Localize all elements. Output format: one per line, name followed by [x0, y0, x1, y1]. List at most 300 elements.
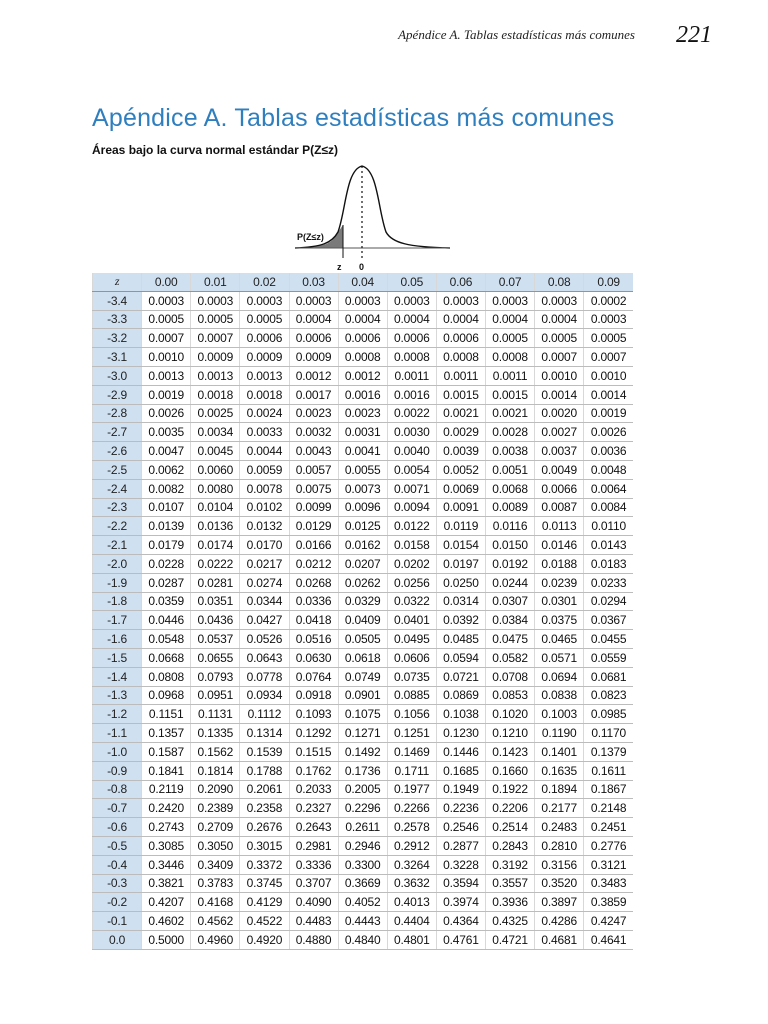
probability-cell: 0.0869: [436, 686, 485, 705]
probability-cell: 0.0039: [436, 442, 485, 461]
probability-cell: 0.0003: [289, 291, 338, 310]
probability-cell: 0.0314: [436, 592, 485, 611]
probability-cell: 0.0003: [240, 291, 289, 310]
probability-cell: 0.0012: [338, 366, 387, 385]
probability-cell: 0.0020: [535, 404, 584, 423]
probability-cell: 0.0003: [191, 291, 240, 310]
probability-cell: 0.0808: [142, 667, 191, 686]
probability-cell: 0.0274: [240, 573, 289, 592]
probability-cell: 0.0017: [289, 385, 338, 404]
probability-cell: 0.0721: [436, 667, 485, 686]
probability-cell: 0.0125: [338, 517, 387, 536]
table-row: [93, 592, 634, 611]
probability-cell: 0.0049: [535, 460, 584, 479]
table-row: [93, 780, 634, 799]
probability-cell: 0.2148: [584, 799, 633, 818]
table-row: [93, 818, 634, 837]
probability-cell: 0.0465: [535, 630, 584, 649]
probability-cell: 0.0918: [289, 686, 338, 705]
probability-cell: 0.0336: [289, 592, 338, 611]
probability-cell: 0.2776: [584, 836, 633, 855]
probability-cell: 0.0010: [142, 348, 191, 367]
probability-cell: 0.0197: [436, 554, 485, 573]
probability-cell: 0.0329: [338, 592, 387, 611]
probability-cell: 0.0006: [387, 329, 436, 348]
probability-cell: 0.0643: [240, 648, 289, 667]
probability-cell: 0.0681: [584, 667, 633, 686]
probability-cell: 0.2676: [240, 818, 289, 837]
probability-cell: 0.3446: [142, 855, 191, 874]
probability-cell: 0.4960: [191, 930, 240, 949]
probability-cell: 0.4641: [584, 930, 633, 949]
table-row: [93, 630, 634, 649]
probability-cell: 0.0045: [191, 442, 240, 461]
probability-cell: 0.0043: [289, 442, 338, 461]
probability-cell: 0.1210: [486, 724, 535, 743]
table-row: [93, 291, 634, 310]
row-z-value: -0.6: [93, 818, 142, 837]
probability-cell: 0.4840: [338, 930, 387, 949]
probability-cell: 0.0091: [436, 498, 485, 517]
probability-cell: 0.0207: [338, 554, 387, 573]
column-header: 0.01: [191, 273, 240, 291]
probability-cell: 0.1093: [289, 705, 338, 724]
row-z-value: -2.0: [93, 554, 142, 573]
probability-cell: 0.1335: [191, 724, 240, 743]
probability-cell: 0.4168: [191, 893, 240, 912]
column-header: 0.09: [584, 273, 633, 291]
probability-cell: 0.0174: [191, 536, 240, 555]
row-z-value: -0.4: [93, 855, 142, 874]
probability-cell: 0.2451: [584, 818, 633, 837]
probability-cell: 0.0073: [338, 479, 387, 498]
probability-cell: 0.0003: [338, 291, 387, 310]
column-header: 0.08: [535, 273, 584, 291]
probability-cell: 0.1515: [289, 742, 338, 761]
row-z-value: -0.7: [93, 799, 142, 818]
probability-cell: 0.1190: [535, 724, 584, 743]
probability-cell: 0.2061: [240, 780, 289, 799]
table-row: [93, 799, 634, 818]
probability-cell: 0.0003: [387, 291, 436, 310]
probability-cell: 0.2266: [387, 799, 436, 818]
zero-axis-label: 0: [359, 262, 365, 272]
column-header: 0.07: [486, 273, 535, 291]
probability-cell: 0.1131: [191, 705, 240, 724]
probability-cell: 0.0010: [584, 366, 633, 385]
probability-cell: 0.2483: [535, 818, 584, 837]
probability-cell: 0.0005: [191, 310, 240, 329]
probability-cell: 0.1446: [436, 742, 485, 761]
probability-cell: 0.0170: [240, 536, 289, 555]
probability-cell: 0.0618: [338, 648, 387, 667]
probability-cell: 0.0951: [191, 686, 240, 705]
probability-cell: 0.0005: [486, 329, 535, 348]
probability-cell: 0.3121: [584, 855, 633, 874]
probability-cell: 0.0018: [240, 385, 289, 404]
row-z-value: -3.2: [93, 329, 142, 348]
probability-cell: 0.3707: [289, 874, 338, 893]
probability-cell: 0.0003: [535, 291, 584, 310]
probability-cell: 0.0023: [289, 404, 338, 423]
probability-cell: 0.0037: [535, 442, 584, 461]
row-z-value: -2.7: [93, 423, 142, 442]
probability-cell: 0.0526: [240, 630, 289, 649]
probability-cell: 0.0015: [436, 385, 485, 404]
probability-cell: 0.0154: [436, 536, 485, 555]
probability-cell: 0.1922: [486, 780, 535, 799]
row-z-value: -3.3: [93, 310, 142, 329]
probability-cell: 0.0559: [584, 648, 633, 667]
probability-cell: 0.0094: [387, 498, 436, 517]
probability-cell: 0.0004: [486, 310, 535, 329]
probability-cell: 0.0078: [240, 479, 289, 498]
probability-cell: 0.4129: [240, 893, 289, 912]
probability-cell: 0.0495: [387, 630, 436, 649]
probability-cell: 0.0122: [387, 517, 436, 536]
probability-cell: 0.0228: [142, 554, 191, 573]
probability-cell: 0.0192: [486, 554, 535, 573]
probability-cell: 0.0021: [486, 404, 535, 423]
probability-cell: 0.0013: [240, 366, 289, 385]
probability-cell: 0.1949: [436, 780, 485, 799]
probability-cell: 0.4522: [240, 912, 289, 931]
probability-cell: 0.0351: [191, 592, 240, 611]
probability-cell: 0.1711: [387, 761, 436, 780]
probability-cell: 0.1841: [142, 761, 191, 780]
row-z-value: -1.4: [93, 667, 142, 686]
probability-cell: 0.3557: [486, 874, 535, 893]
probability-cell: 0.0087: [535, 498, 584, 517]
probability-cell: 0.0062: [142, 460, 191, 479]
probability-cell: 0.0244: [486, 573, 535, 592]
probability-cell: 0.2420: [142, 799, 191, 818]
normal-curve-figure: [290, 158, 455, 276]
probability-cell: 0.3264: [387, 855, 436, 874]
probability-cell: 0.0016: [387, 385, 436, 404]
probability-cell: 0.0606: [387, 648, 436, 667]
probability-cell: 0.0066: [535, 479, 584, 498]
probability-cell: 0.0384: [486, 611, 535, 630]
probability-cell: 0.4920: [240, 930, 289, 949]
probability-cell: 0.1170: [584, 724, 633, 743]
probability-cell: 0.2946: [338, 836, 387, 855]
probability-cell: 0.0003: [436, 291, 485, 310]
probability-cell: 0.0239: [535, 573, 584, 592]
table-row: [93, 874, 634, 893]
probability-cell: 0.0885: [387, 686, 436, 705]
probability-cell: 0.0015: [486, 385, 535, 404]
probability-cell: 0.0028: [486, 423, 535, 442]
table-row: [93, 724, 634, 743]
header-row: [93, 273, 634, 291]
row-z-value: -0.1: [93, 912, 142, 931]
probability-cell: 0.0011: [387, 366, 436, 385]
probability-cell: 0.0047: [142, 442, 191, 461]
probability-cell: 0.4364: [436, 912, 485, 931]
probability-cell: 0.0055: [338, 460, 387, 479]
row-z-value: -1.0: [93, 742, 142, 761]
probability-cell: 0.1151: [142, 705, 191, 724]
probability-cell: 0.0027: [535, 423, 584, 442]
probability-cell: 0.0594: [436, 648, 485, 667]
probability-cell: 0.0764: [289, 667, 338, 686]
probability-cell: 0.0129: [289, 517, 338, 536]
probability-cell: 0.0036: [584, 442, 633, 461]
probability-cell: 0.3594: [436, 874, 485, 893]
probability-cell: 0.3669: [338, 874, 387, 893]
probability-cell: 0.0025: [191, 404, 240, 423]
probability-cell: 0.3372: [240, 855, 289, 874]
normal-curve-graphic: [290, 158, 455, 276]
table-row: [93, 385, 634, 404]
probability-cell: 0.0003: [486, 291, 535, 310]
probability-cell: 0.2611: [338, 818, 387, 837]
area-label: P(Z≤z): [297, 232, 324, 242]
row-z-value: -0.3: [93, 874, 142, 893]
probability-cell: 0.0014: [584, 385, 633, 404]
column-header: 0.05: [387, 273, 436, 291]
probability-cell: 0.3936: [486, 893, 535, 912]
probability-cell: 0.0838: [535, 686, 584, 705]
probability-cell: 0.0287: [142, 573, 191, 592]
table-row: [93, 648, 634, 667]
probability-cell: 0.0392: [436, 611, 485, 630]
probability-cell: 0.0002: [584, 291, 633, 310]
probability-cell: 0.0853: [486, 686, 535, 705]
probability-cell: 0.2327: [289, 799, 338, 818]
probability-cell: 0.0668: [142, 648, 191, 667]
probability-cell: 0.0166: [289, 536, 338, 555]
probability-cell: 0.0010: [535, 366, 584, 385]
table-row: [93, 686, 634, 705]
probability-cell: 0.2296: [338, 799, 387, 818]
probability-cell: 0.0116: [486, 517, 535, 536]
probability-cell: 0.0655: [191, 648, 240, 667]
probability-cell: 0.0222: [191, 554, 240, 573]
probability-cell: 0.0023: [338, 404, 387, 423]
probability-cell: 0.3821: [142, 874, 191, 893]
probability-cell: 0.3632: [387, 874, 436, 893]
probability-cell: 0.0901: [338, 686, 387, 705]
probability-cell: 0.0016: [338, 385, 387, 404]
probability-cell: 0.0436: [191, 611, 240, 630]
probability-cell: 0.0139: [142, 517, 191, 536]
table-row: [93, 611, 634, 630]
probability-cell: 0.0004: [338, 310, 387, 329]
probability-cell: 0.1020: [486, 705, 535, 724]
probability-cell: 0.0301: [535, 592, 584, 611]
probability-cell: 0.0080: [191, 479, 240, 498]
probability-cell: 0.0044: [240, 442, 289, 461]
row-z-value: -1.1: [93, 724, 142, 743]
probability-cell: 0.2743: [142, 818, 191, 837]
probability-cell: 0.0006: [289, 329, 338, 348]
probability-cell: 0.3859: [584, 893, 633, 912]
probability-cell: 0.0006: [240, 329, 289, 348]
table-row: [93, 912, 634, 931]
row-z-value: -3.0: [93, 366, 142, 385]
probability-cell: 0.4325: [486, 912, 535, 931]
probability-cell: 0.0188: [535, 554, 584, 573]
probability-cell: 0.0008: [387, 348, 436, 367]
probability-cell: 0.0409: [338, 611, 387, 630]
probability-cell: 0.1357: [142, 724, 191, 743]
table-row: [93, 404, 634, 423]
probability-cell: 0.4090: [289, 893, 338, 912]
probability-cell: 0.3156: [535, 855, 584, 874]
probability-cell: 0.3336: [289, 855, 338, 874]
probability-cell: 0.1539: [240, 742, 289, 761]
probability-cell: 0.0011: [486, 366, 535, 385]
probability-cell: 0.2033: [289, 780, 338, 799]
probability-cell: 0.0007: [191, 329, 240, 348]
probability-cell: 0.0052: [436, 460, 485, 479]
normal-distribution-table: [92, 273, 633, 950]
table-row: [93, 348, 634, 367]
probability-cell: 0.2090: [191, 780, 240, 799]
probability-cell: 0.0032: [289, 423, 338, 442]
table-row: [93, 460, 634, 479]
probability-cell: 0.1056: [387, 705, 436, 724]
probability-cell: 0.0446: [142, 611, 191, 630]
probability-cell: 0.0367: [584, 611, 633, 630]
probability-cell: 0.0068: [486, 479, 535, 498]
probability-cell: 0.0005: [142, 310, 191, 329]
probability-cell: 0.0749: [338, 667, 387, 686]
row-z-value: -2.3: [93, 498, 142, 517]
probability-cell: 0.0262: [338, 573, 387, 592]
row-z-value: -1.2: [93, 705, 142, 724]
table-row: [93, 498, 634, 517]
probability-cell: 0.1685: [436, 761, 485, 780]
table-row: [93, 536, 634, 555]
probability-cell: 0.0033: [240, 423, 289, 442]
probability-cell: 0.1379: [584, 742, 633, 761]
probability-cell: 0.3520: [535, 874, 584, 893]
probability-cell: 0.1401: [535, 742, 584, 761]
probability-cell: 0.3085: [142, 836, 191, 855]
probability-cell: 0.4052: [338, 893, 387, 912]
probability-cell: 0.0040: [387, 442, 436, 461]
probability-cell: 0.0146: [535, 536, 584, 555]
column-header: 0.06: [436, 273, 485, 291]
table-row: [93, 930, 634, 949]
table-row: [93, 761, 634, 780]
probability-cell: 0.1977: [387, 780, 436, 799]
probability-cell: 0.2709: [191, 818, 240, 837]
probability-cell: 0.0030: [387, 423, 436, 442]
table-row: [93, 855, 634, 874]
probability-cell: 0.3783: [191, 874, 240, 893]
probability-cell: 0.0485: [436, 630, 485, 649]
probability-cell: 0.0054: [387, 460, 436, 479]
running-header: Apéndice A. Tablas estadísticas más comunes: [398, 27, 635, 42]
probability-cell: 0.2877: [436, 836, 485, 855]
probability-cell: 0.3974: [436, 893, 485, 912]
probability-cell: 0.0250: [436, 573, 485, 592]
probability-cell: 0.0019: [142, 385, 191, 404]
probability-cell: 0.0537: [191, 630, 240, 649]
probability-cell: 0.0051: [486, 460, 535, 479]
probability-cell: 0.0359: [142, 592, 191, 611]
probability-cell: 0.1003: [535, 705, 584, 724]
probability-cell: 0.3015: [240, 836, 289, 855]
probability-cell: 0.0793: [191, 667, 240, 686]
row-z-value: -0.5: [93, 836, 142, 855]
row-z-value: -1.6: [93, 630, 142, 649]
probability-cell: 0.1112: [240, 705, 289, 724]
probability-cell: 0.2546: [436, 818, 485, 837]
probability-cell: 0.0150: [486, 536, 535, 555]
probability-cell: 0.0294: [584, 592, 633, 611]
table-row: [93, 517, 634, 536]
probability-cell: 0.0004: [289, 310, 338, 329]
probability-cell: 0.0281: [191, 573, 240, 592]
probability-cell: 0.0009: [289, 348, 338, 367]
row-z-value: -3.1: [93, 348, 142, 367]
probability-cell: 0.0019: [584, 404, 633, 423]
probability-cell: 0.0004: [436, 310, 485, 329]
row-z-value: -2.8: [93, 404, 142, 423]
probability-cell: 0.0344: [240, 592, 289, 611]
probability-cell: 0.3409: [191, 855, 240, 874]
probability-cell: 0.0031: [338, 423, 387, 442]
probability-cell: 0.1587: [142, 742, 191, 761]
probability-cell: 0.0136: [191, 517, 240, 536]
probability-cell: 0.0026: [142, 404, 191, 423]
probability-cell: 0.0375: [535, 611, 584, 630]
table-row: [93, 893, 634, 912]
probability-cell: 0.1635: [535, 761, 584, 780]
probability-cell: 0.0013: [191, 366, 240, 385]
probability-cell: 0.0630: [289, 648, 338, 667]
row-z-value: -0.8: [93, 780, 142, 799]
probability-cell: 0.4681: [535, 930, 584, 949]
probability-cell: 0.0110: [584, 517, 633, 536]
table-row: [93, 366, 634, 385]
probability-cell: 0.0158: [387, 536, 436, 555]
probability-cell: 0.0475: [486, 630, 535, 649]
probability-cell: 0.2643: [289, 818, 338, 837]
probability-cell: 0.0075: [289, 479, 338, 498]
probability-cell: 0.0012: [289, 366, 338, 385]
probability-cell: 0.0089: [486, 498, 535, 517]
probability-cell: 0.1292: [289, 724, 338, 743]
probability-cell: 0.2843: [486, 836, 535, 855]
row-z-value: -1.7: [93, 611, 142, 630]
probability-cell: 0.1762: [289, 761, 338, 780]
probability-cell: 0.3483: [584, 874, 633, 893]
row-z-value: -2.6: [93, 442, 142, 461]
probability-cell: 0.0968: [142, 686, 191, 705]
probability-cell: 0.0004: [387, 310, 436, 329]
probability-cell: 0.0934: [240, 686, 289, 705]
probability-cell: 0.0013: [142, 366, 191, 385]
probability-cell: 0.0823: [584, 686, 633, 705]
probability-cell: 0.2236: [436, 799, 485, 818]
row-z-value: -1.5: [93, 648, 142, 667]
probability-cell: 0.0008: [436, 348, 485, 367]
probability-cell: 0.0084: [584, 498, 633, 517]
probability-cell: 0.3745: [240, 874, 289, 893]
probability-cell: 0.1736: [338, 761, 387, 780]
probability-cell: 0.0104: [191, 498, 240, 517]
table-row: [93, 479, 634, 498]
probability-cell: 0.4247: [584, 912, 633, 931]
table-row: [93, 667, 634, 686]
probability-cell: 0.4761: [436, 930, 485, 949]
